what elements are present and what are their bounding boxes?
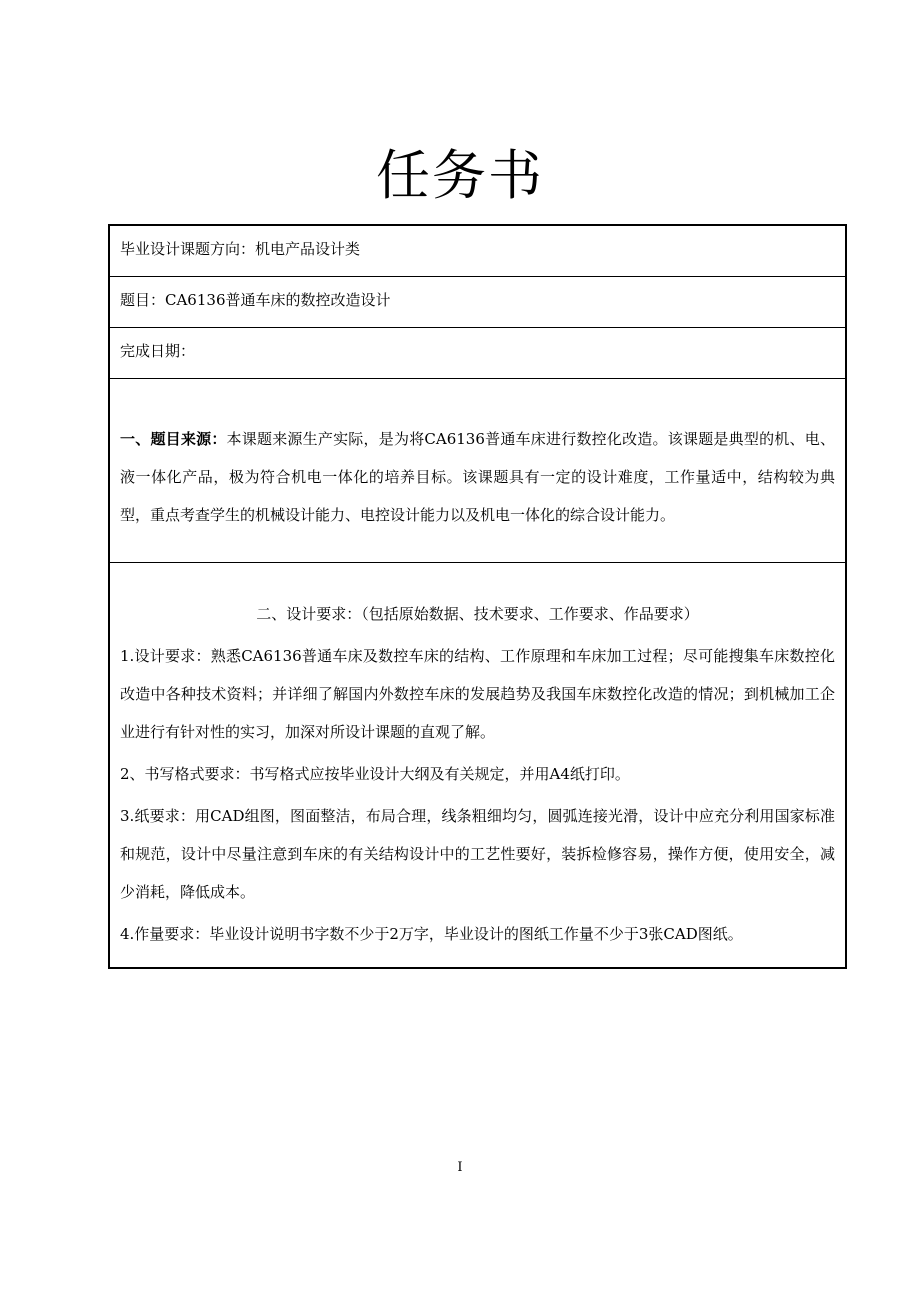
completion-date-row: 完成日期： (110, 328, 845, 379)
document-title: 任务书 (376, 144, 544, 207)
requirement-item-3: 3.纸要求：用CAD组图，图面整洁，布局合理，线条粗细均匀，圆弧连接光滑，设计中应充分利用国家标准和规范，设计中尽量注意到车床的有关结构设计中的工艺性要好，装拆检修容易，操作方便，使用安全，减少消耗，降低成本。 (120, 807, 835, 901)
task-table (108, 224, 847, 969)
requirement-item-1: 1.设计要求：熟悉CA6136普通车床及数控车床的结构、工作原理和车床加工过程；尽可能搜集车床数控化改造中各种技术资料；并详细了解国内外数控车床的发展趋势及我国车床数控化改造的情况；到机械加工企业进行有针对性的实习，加深对所设计课题的直观了解。 (120, 647, 835, 741)
topic-source-label: 一、题目来源： (120, 430, 227, 448)
design-direction-row: 毕业设计课题方向：机电产品设计类 (110, 226, 845, 277)
requirements-heading: 二、设计要求：（包括原始数据、技术要求、工作要求、作品要求） (256, 605, 699, 623)
requirement-item-2: 2、书写格式要求：书写格式应按毕业设计大纲及有关规定，并用A4纸打印。 (120, 765, 630, 783)
topic-row: 题目：CA6136普通车床的数控改造设计 (110, 277, 845, 328)
topic-source-row (110, 379, 845, 563)
requirement-item-4: 4.作量要求：毕业设计说明书字数不少于2万字，毕业设计的图纸工作量不少于3张CAD图纸。 (120, 925, 743, 943)
design-requirements-row (110, 563, 845, 967)
page-number: I (457, 1160, 463, 1175)
topic-source-text: 本课题来源生产实际，是为将CA6136普通车床进行数控化改造。该课题是典型的机、电、液一体化产品，极为符合机电一体化的培养目标。该课题具有一定的设计难度，工作量适中，结构较为典型，重点考查学生的机械设计能力、电控设计能力以及机电一体化的综合设计能力。 (120, 430, 835, 524)
